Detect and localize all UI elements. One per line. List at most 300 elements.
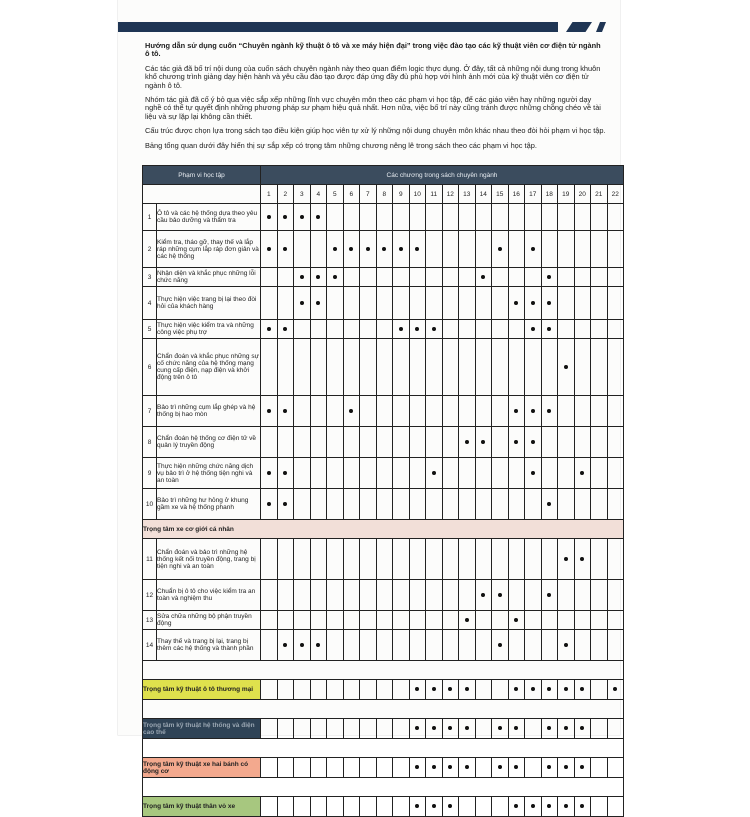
chapter-cell <box>277 268 294 287</box>
chapter-cell <box>508 797 525 817</box>
chapter-cell <box>294 396 311 427</box>
chapter-number: 17 <box>525 185 542 204</box>
chapter-cell <box>442 396 459 427</box>
chapter-cell <box>607 231 624 268</box>
chapter-cell <box>591 268 608 287</box>
chapter-cell <box>558 458 575 489</box>
chapter-cell <box>541 287 558 320</box>
learning-area-table <box>142 165 624 817</box>
chapter-cell <box>409 231 426 268</box>
chapter-cell <box>459 268 476 287</box>
chapter-cell <box>541 396 558 427</box>
chapter-cell <box>327 539 344 580</box>
chapter-cell <box>360 489 377 520</box>
chapter-cell <box>475 231 492 268</box>
chapter-cell <box>442 427 459 458</box>
chapter-number: 22 <box>607 185 624 204</box>
chapter-cell <box>558 320 575 339</box>
chapter-cell <box>409 458 426 489</box>
chapter-dot <box>580 804 584 808</box>
intro-paragraph-1: Các tác giả đã bố trí nội dung của cuốn sách chuyên ngành này theo quan điểm logic thực dụng. Ở đây, tất cả những nội dung trong khuôn khổ chương trình giảng dạy hiện hành và yêu cầu đào tạo được đáp ứng đầy đủ phù hợp với hình ảnh mới của kỹ thuật viên cơ điện tử ngành ô tô. <box>145 63 601 90</box>
chapter-dot <box>382 247 386 251</box>
chapter-dot <box>580 471 584 475</box>
chapter-cell <box>327 204 344 231</box>
chapter-cell <box>409 427 426 458</box>
chapter-dot <box>415 765 419 769</box>
chapter-dot <box>432 765 436 769</box>
chapter-cell <box>294 680 311 700</box>
chapter-cell <box>277 680 294 700</box>
chapter-cell <box>393 231 410 268</box>
chapter-dot <box>531 687 535 691</box>
chapter-dot <box>547 327 551 331</box>
header-stripe <box>118 22 558 32</box>
chapter-cell <box>360 427 377 458</box>
chapter-cell <box>376 287 393 320</box>
chapter-cell <box>310 539 327 580</box>
chapter-cell <box>525 268 542 287</box>
chapter-cell <box>475 680 492 700</box>
chapter-dot <box>283 409 287 413</box>
chapter-dot <box>580 557 584 561</box>
chapter-cell <box>574 680 591 700</box>
chapter-cell <box>574 427 591 458</box>
chapter-dot <box>564 365 568 369</box>
chapter-cell <box>475 458 492 489</box>
chapter-dot <box>415 247 419 251</box>
chapter-dot <box>481 275 485 279</box>
chapter-dot <box>465 618 469 622</box>
row-number: 7 <box>143 396 157 427</box>
chapter-number: 15 <box>492 185 509 204</box>
chapter-cell <box>261 339 278 396</box>
row-label: Chẩn đoán và khắc phục những sự cố chức năng của hệ thống mạng cung cấp điện, nạp điện và khởi động trên ô tô <box>157 339 261 396</box>
chapter-cell <box>360 719 377 739</box>
chapter-dot <box>498 726 502 730</box>
chapter-cell <box>294 630 311 661</box>
chapter-cell <box>475 427 492 458</box>
chapter-cell <box>607 320 624 339</box>
focus-row <box>143 719 624 739</box>
chapter-cell <box>525 611 542 630</box>
chapter-cell <box>607 268 624 287</box>
chapter-cell <box>558 797 575 817</box>
focus-row-label: Trọng tâm kỹ thuật thân vỏ xe <box>143 797 261 817</box>
chapter-cell <box>558 611 575 630</box>
chapter-number: 4 <box>310 185 327 204</box>
chapter-dot <box>283 643 287 647</box>
chapter-cell <box>607 396 624 427</box>
chapter-dot <box>564 643 568 647</box>
chapter-dot <box>580 765 584 769</box>
chapter-number: 2 <box>277 185 294 204</box>
chapter-cell <box>475 611 492 630</box>
chapter-cell <box>591 719 608 739</box>
chapter-cell <box>591 797 608 817</box>
chapter-dot <box>448 804 452 808</box>
chapter-number: 14 <box>475 185 492 204</box>
chapter-dot <box>514 765 518 769</box>
chapter-cell <box>591 320 608 339</box>
chapter-cell <box>475 339 492 396</box>
chapter-cell <box>541 320 558 339</box>
chapter-cell <box>574 719 591 739</box>
chapter-cell <box>558 758 575 778</box>
chapter-cell <box>261 758 278 778</box>
intro-text <box>145 42 607 156</box>
focus-row-label: Trọng tâm kỹ thuật ô tô thương mại <box>143 680 261 700</box>
row-number: 2 <box>143 231 157 268</box>
row-label: Nhận diện và khắc phục những lỗi chức năng <box>157 268 261 287</box>
chapter-cell <box>574 630 591 661</box>
chapter-cell <box>327 339 344 396</box>
section-private-vehicles: Trọng tâm xe cơ giới cá nhân <box>143 520 624 539</box>
chapter-cell <box>508 630 525 661</box>
chapter-dot <box>498 765 502 769</box>
chapter-cell <box>343 231 360 268</box>
chapter-cell <box>574 320 591 339</box>
chapter-cell <box>376 539 393 580</box>
chapter-cell <box>327 396 344 427</box>
chapter-dot <box>283 247 287 251</box>
row-number: 13 <box>143 611 157 630</box>
chapter-cell <box>327 231 344 268</box>
chapter-cell <box>525 758 542 778</box>
chapter-dot <box>481 593 485 597</box>
chapter-dot <box>547 409 551 413</box>
chapter-cell <box>574 458 591 489</box>
chapter-cell <box>393 396 410 427</box>
chapter-cell <box>277 719 294 739</box>
chapter-cell <box>310 204 327 231</box>
chapter-cell <box>492 320 509 339</box>
chapter-cell <box>360 611 377 630</box>
chapter-cell <box>327 719 344 739</box>
chapter-cell <box>376 797 393 817</box>
chapter-cell <box>426 339 443 396</box>
chapter-dot <box>531 804 535 808</box>
chapter-cell <box>607 719 624 739</box>
chapter-dot <box>366 247 370 251</box>
chapter-dot <box>399 327 403 331</box>
chapter-cell <box>492 719 509 739</box>
chapter-cell <box>475 580 492 611</box>
row-label: Bảo trì những cụm lắp ghép và hệ thống bị hao mòn <box>157 396 261 427</box>
chapter-cell <box>376 427 393 458</box>
chapter-cell <box>508 204 525 231</box>
chapter-dot <box>580 726 584 730</box>
chapter-number: 6 <box>343 185 360 204</box>
chapter-cell <box>508 268 525 287</box>
chapter-dot <box>333 247 337 251</box>
chapter-cell <box>277 797 294 817</box>
chapter-cell <box>442 719 459 739</box>
chapter-cell <box>459 458 476 489</box>
chapter-cell <box>277 204 294 231</box>
chapter-cell <box>591 427 608 458</box>
chapter-cell <box>475 797 492 817</box>
chapter-cell <box>541 719 558 739</box>
chapter-cell <box>607 680 624 700</box>
chapter-cell <box>261 580 278 611</box>
chapter-cell <box>475 204 492 231</box>
chapter-cell <box>558 339 575 396</box>
chapter-cell <box>591 758 608 778</box>
chapter-cell <box>492 231 509 268</box>
table-row <box>143 204 624 231</box>
chapter-cell <box>327 320 344 339</box>
chapter-dot <box>465 687 469 691</box>
chapter-cell <box>310 797 327 817</box>
chapter-dot <box>448 765 452 769</box>
chapter-cell <box>343 320 360 339</box>
chapter-cell <box>475 489 492 520</box>
chapter-cell <box>310 231 327 268</box>
row-number: 9 <box>143 458 157 489</box>
chapter-cell <box>393 680 410 700</box>
chapter-cell <box>327 797 344 817</box>
chapter-cell <box>360 758 377 778</box>
chapter-cell <box>442 339 459 396</box>
row-number: 11 <box>143 539 157 580</box>
chapter-cell <box>525 489 542 520</box>
chapter-cell <box>607 758 624 778</box>
chapter-dot <box>432 687 436 691</box>
chapter-cell <box>607 458 624 489</box>
row-label: Chẩn đoán hệ thống cơ điện tử về quản lý truyền động <box>157 427 261 458</box>
chapter-cell <box>525 539 542 580</box>
chapter-cell <box>508 458 525 489</box>
chapter-cell <box>492 489 509 520</box>
chapter-cell <box>277 458 294 489</box>
chapter-cell <box>426 680 443 700</box>
chapter-cell <box>492 458 509 489</box>
chapter-cell <box>327 268 344 287</box>
chapter-cell <box>508 719 525 739</box>
chapter-cell <box>310 680 327 700</box>
chapter-cell <box>310 339 327 396</box>
table-row <box>143 268 624 287</box>
chapter-cell <box>591 630 608 661</box>
chapter-cell <box>294 580 311 611</box>
chapter-cell <box>261 287 278 320</box>
chapter-cell <box>376 396 393 427</box>
chapter-cell <box>426 396 443 427</box>
table-row <box>143 396 624 427</box>
chapter-number: 5 <box>327 185 344 204</box>
chapter-cell <box>492 680 509 700</box>
row-number: 8 <box>143 427 157 458</box>
chapter-cell <box>607 580 624 611</box>
chapter-cell <box>327 489 344 520</box>
chapter-cell <box>492 611 509 630</box>
chapter-dot <box>448 726 452 730</box>
chapter-dot <box>283 215 287 219</box>
chapter-cell <box>492 268 509 287</box>
chapter-cell <box>393 339 410 396</box>
row-number: 12 <box>143 580 157 611</box>
chapter-dot <box>415 687 419 691</box>
row-label: Chẩn đoán và bảo trì những hệ thống kết nối truyền động, trang bị tiện nghi và an toàn <box>157 539 261 580</box>
chapter-cell <box>360 204 377 231</box>
chapter-cell <box>393 204 410 231</box>
chapter-dot <box>547 687 551 691</box>
chapter-cell <box>574 268 591 287</box>
chapter-cell <box>310 427 327 458</box>
chapter-cell <box>261 268 278 287</box>
chapter-cell <box>360 797 377 817</box>
chapter-cell <box>426 539 443 580</box>
chapter-cell <box>310 489 327 520</box>
chapter-cell <box>541 268 558 287</box>
chapter-cell <box>327 680 344 700</box>
chapter-cell <box>607 339 624 396</box>
chapter-cell <box>426 611 443 630</box>
chapter-cell <box>442 758 459 778</box>
chapter-cell <box>459 204 476 231</box>
chapter-cell <box>294 320 311 339</box>
row-number: 14 <box>143 630 157 661</box>
chapter-dot <box>283 471 287 475</box>
chapter-cell <box>459 680 476 700</box>
chapter-cell <box>277 580 294 611</box>
chapter-cell <box>558 396 575 427</box>
chapter-cell <box>277 396 294 427</box>
chapter-cell <box>492 339 509 396</box>
chapter-cell <box>426 287 443 320</box>
chapter-cell <box>343 204 360 231</box>
chapter-cell <box>310 458 327 489</box>
chapter-cell <box>409 680 426 700</box>
row-label: Bảo trì những hư hỏng ở khung gầm xe và hệ thống phanh <box>157 489 261 520</box>
chapter-dot <box>531 301 535 305</box>
focus-row <box>143 680 624 700</box>
chapter-cell <box>574 797 591 817</box>
chapter-cell <box>508 339 525 396</box>
chapter-cell <box>360 580 377 611</box>
chapter-cell <box>591 680 608 700</box>
chapter-dot <box>349 409 353 413</box>
chapter-cell <box>393 630 410 661</box>
chapter-cell <box>393 458 410 489</box>
chapter-cell <box>310 719 327 739</box>
chapter-cell <box>541 580 558 611</box>
chapter-dot <box>432 804 436 808</box>
chapter-dot <box>349 247 353 251</box>
chapter-cell <box>442 204 459 231</box>
chapter-cell <box>277 611 294 630</box>
table-row <box>143 339 624 396</box>
chapter-dot <box>498 643 502 647</box>
chapter-cell <box>475 268 492 287</box>
chapter-cell <box>343 719 360 739</box>
chapter-cell <box>541 458 558 489</box>
chapter-cell <box>277 630 294 661</box>
chapter-cell <box>442 797 459 817</box>
chapter-dot <box>267 327 271 331</box>
chapter-cell <box>508 231 525 268</box>
chapter-cell <box>261 204 278 231</box>
chapter-cell <box>541 489 558 520</box>
focus-row-label: Trọng tâm kỹ thuật xe hai bánh có động cơ <box>143 758 261 778</box>
row-spacer <box>143 700 624 719</box>
chapter-cell <box>475 320 492 339</box>
chapter-dot <box>564 804 568 808</box>
chapter-cell <box>525 719 542 739</box>
chapter-cell <box>327 758 344 778</box>
intro-title: Hướng dẫn sử dụng cuốn “Chuyên ngành kỹ thuật ô tô và xe máy hiện đại” trong việc đào tạo các kỹ thuật viên cơ điện tử ngành ô tô. <box>145 41 601 59</box>
chapter-cell <box>426 758 443 778</box>
chapter-cell <box>360 268 377 287</box>
chapter-cell <box>376 680 393 700</box>
chapter-cell <box>393 580 410 611</box>
focus-row <box>143 758 624 778</box>
chapter-cell <box>558 630 575 661</box>
chapter-cell <box>591 580 608 611</box>
chapter-cell <box>492 287 509 320</box>
chapter-cell <box>525 204 542 231</box>
chapter-cell <box>261 396 278 427</box>
chapter-cell <box>343 630 360 661</box>
chapter-cell <box>393 611 410 630</box>
chapter-cell <box>409 268 426 287</box>
chapter-cell <box>409 758 426 778</box>
chapter-cell <box>558 680 575 700</box>
chapter-cell <box>459 427 476 458</box>
chapter-cell <box>360 630 377 661</box>
chapter-dot <box>580 687 584 691</box>
chapter-cell <box>459 630 476 661</box>
row-number: 6 <box>143 339 157 396</box>
chapter-number: 9 <box>393 185 410 204</box>
chapter-cell <box>294 231 311 268</box>
chapter-cell <box>541 231 558 268</box>
table-row <box>143 489 624 520</box>
chapter-cell <box>525 680 542 700</box>
chapter-cell <box>343 580 360 611</box>
chapter-cell <box>508 539 525 580</box>
chapter-cell <box>558 231 575 268</box>
chapter-cell <box>294 797 311 817</box>
chapter-cell <box>409 320 426 339</box>
chapter-cell <box>492 427 509 458</box>
chapter-cell <box>294 719 311 739</box>
chapter-cell <box>541 758 558 778</box>
chapter-cell <box>393 489 410 520</box>
chapter-cell <box>426 489 443 520</box>
chapter-cell <box>294 539 311 580</box>
chapter-cell <box>508 287 525 320</box>
row-spacer <box>143 778 624 797</box>
chapter-cell <box>277 231 294 268</box>
chapter-cell <box>574 758 591 778</box>
chapter-dot <box>531 471 535 475</box>
chapter-cell <box>591 339 608 396</box>
row-label: Ô tô và các hệ thống dựa theo yêu cầu bảo dưỡng và thẩm tra <box>157 204 261 231</box>
chapter-cell <box>261 539 278 580</box>
chapter-cell <box>277 339 294 396</box>
chapter-dot <box>547 593 551 597</box>
chapter-cell <box>492 539 509 580</box>
chapter-cell <box>558 204 575 231</box>
chapter-dot <box>564 726 568 730</box>
chapter-cell <box>426 458 443 489</box>
chapter-cell <box>475 396 492 427</box>
header-learning-areas: Phạm vi học tập <box>143 166 261 185</box>
row-label: Thay thế và trang bị lại, trang bị thêm các hệ thống và thành phần <box>157 630 261 661</box>
chapter-cell <box>376 611 393 630</box>
chapter-cell <box>541 680 558 700</box>
